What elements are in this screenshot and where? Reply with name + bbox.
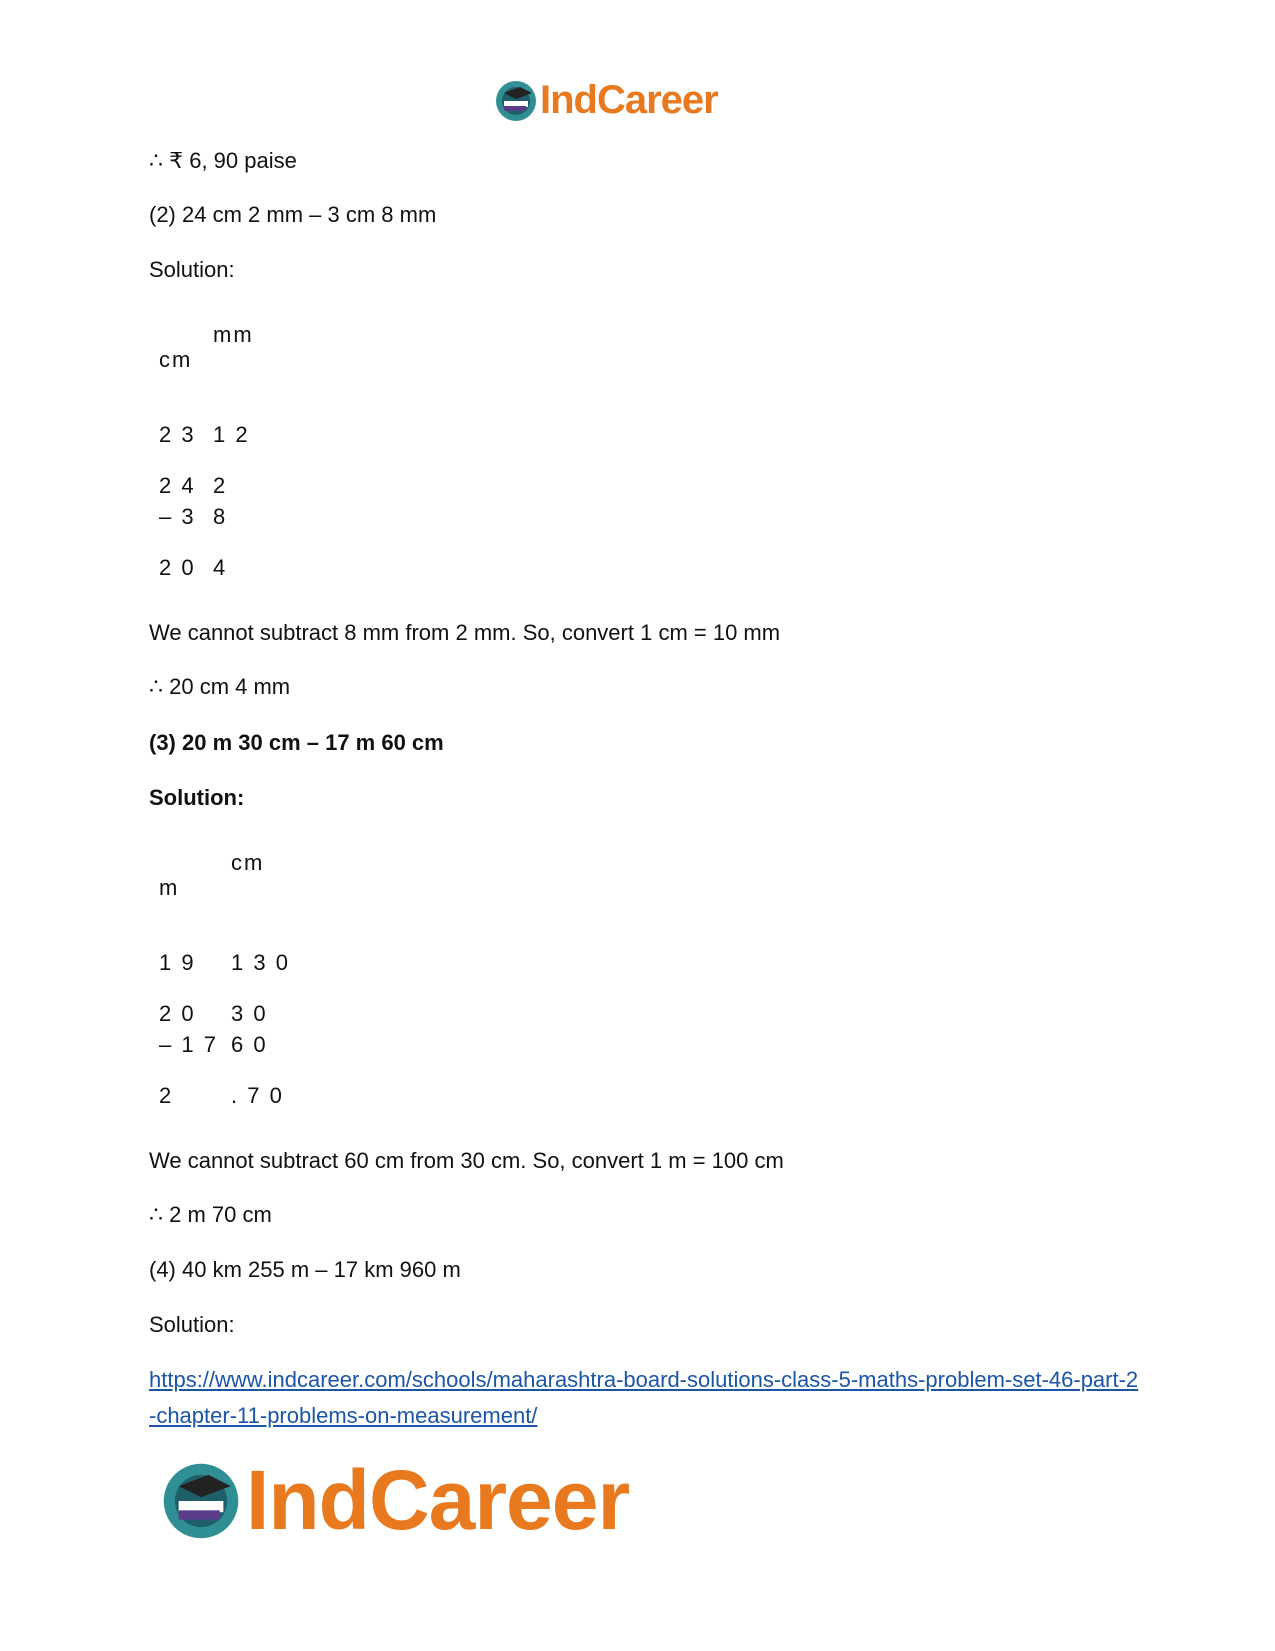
note-3: We cannot subtract 60 cm from 30 cm. So, convert 1 m = 100 cm (149, 1148, 784, 1173)
table2-cell: 4 (213, 555, 228, 580)
table2-cell: 2 3 (159, 422, 196, 447)
table2-header-mm: mm (213, 322, 254, 347)
question-2: (2) 24 cm 2 mm – 3 cm 8 mm (149, 202, 437, 227)
logo-text: IndCareer (246, 1453, 630, 1547)
solution-label-4: Solution: (149, 1312, 235, 1337)
table3-cell: 2 (159, 1083, 174, 1108)
table3-cell: 3 0 (231, 1001, 268, 1026)
table2-cell: 2 4 (159, 473, 196, 498)
solution-label-3: Solution: (149, 785, 245, 810)
table2-cell: 2 (213, 473, 228, 498)
question-3: (3) 20 m 30 cm – 17 m 60 cm (149, 730, 444, 755)
logo-text: IndCareer (540, 78, 718, 122)
table2-header-cm: cm (159, 347, 193, 372)
graduation-book-icon (160, 1460, 242, 1542)
table3-cell: . 7 0 (231, 1083, 284, 1108)
answer-line-1: ∴ ₹ 6, 90 paise (149, 148, 297, 173)
solution-label-2: Solution: (149, 257, 235, 282)
answer-2: ∴ 20 cm 4 mm (149, 674, 291, 699)
table2-cell: 8 (213, 504, 228, 529)
table3-cell: 1 9 (159, 950, 196, 975)
graduation-book-icon (494, 79, 538, 123)
table3-cell: 2 0 (159, 1001, 196, 1026)
source-link[interactable]: https://www.indcareer.com/schools/maharashtra-board-solutions-class-5-maths-problem-set-46-part-2-chapter-11-problems-on-measurement/ (149, 1367, 1139, 1428)
table3-cell: – 1 7 (159, 1032, 218, 1057)
table3-cell: 6 0 (231, 1032, 268, 1057)
note-2: We cannot subtract 8 mm from 2 mm. So, convert 1 cm = 10 mm (149, 620, 781, 645)
header-logo (494, 78, 718, 123)
footer-logo (160, 1452, 629, 1549)
table3-header-m: m (159, 875, 180, 900)
table2-cell: – 3 (159, 504, 196, 529)
table2-cell: 1 2 (213, 422, 250, 447)
table2-cell: 2 0 (159, 555, 196, 580)
question-4: (4) 40 km 255 m – 17 km 960 m (149, 1257, 461, 1282)
table3-cell: 1 3 0 (231, 950, 290, 975)
table3-header-cm: cm (231, 850, 265, 875)
answer-3: ∴ 2 m 70 cm (149, 1202, 272, 1227)
